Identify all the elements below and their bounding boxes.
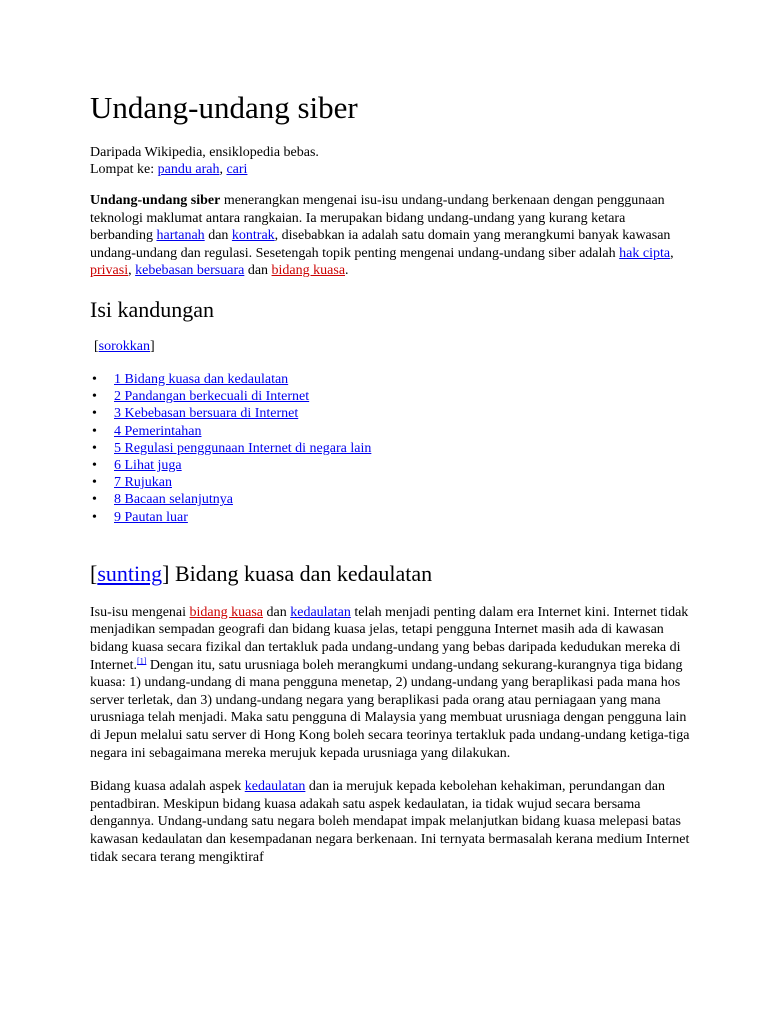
toc-item [92, 491, 690, 508]
bullet-icon: • [92, 492, 97, 508]
bullet-icon: • [92, 406, 97, 422]
bullet-icon: • [92, 475, 97, 491]
intro-text: , [128, 263, 136, 279]
jump-separator: , [219, 162, 227, 177]
section-title: Bidang kuasa dan kedaulatan [169, 560, 433, 586]
toc-link-9[interactable]: 9 Pautan luar [114, 509, 188, 525]
bullet-icon: • [92, 457, 97, 473]
link-kedaulatan[interactable]: kedaulatan [290, 604, 351, 620]
paragraph-text: telah menjadi penting dalam era Internet kini. Internet tidak menjadikan sempadan geografi dan bidang kuasa jelas, tetapi pengguna Internet masih ada di kawasan bidang kuasa secara fizikal dan tertakluk pada undang-undang yang bebas daripada kedudukan mereka di Internet. [90, 604, 689, 673]
intro-text: dan [244, 263, 272, 279]
paragraph-text: Isu-isu mengenai [90, 604, 190, 620]
link-bidang-kuasa[interactable]: bidang kuasa [271, 263, 346, 279]
intro-text: , disebabkan ia adalah satu domain yang merangkumi banyak kawasan undang-undang dan regulasi. Sesetengah topik penting mengenai undang-undang siber adalah [90, 228, 671, 261]
link-kebebasan-bersuara[interactable]: kebebasan bersuara [135, 263, 245, 279]
link-hak-cipta[interactable]: hak cipta [619, 245, 671, 261]
toc-link-1[interactable]: 1 Bidang kuasa dan kedaulatan [114, 371, 289, 387]
toc-list [90, 371, 690, 526]
toc-item [92, 405, 690, 422]
bullet-icon: • [92, 423, 97, 439]
toc-item [92, 509, 690, 526]
toc-item [92, 440, 690, 457]
link-kontrak[interactable]: kontrak [231, 228, 275, 244]
toc-item [92, 423, 690, 440]
section-paragraph-2 [90, 778, 690, 866]
toc-item [92, 457, 690, 474]
page-title: Undang-undang siber [90, 90, 358, 125]
intro-text: dan [204, 228, 232, 244]
source-note: Daripada Wikipedia, ensiklopedia bebas. [90, 145, 319, 160]
toc-hide-link[interactable]: sorokkan [98, 338, 150, 354]
jump-link-navigation[interactable]: pandu arah [157, 162, 220, 177]
toc-item [92, 371, 690, 388]
paragraph-text: Bidang kuasa adalah aspek [90, 779, 245, 795]
link-privasi[interactable]: privasi [90, 263, 129, 279]
toc-title: Isi kandungan [90, 296, 215, 322]
intro-text: , [670, 245, 674, 261]
jump-label: Lompat ke: [90, 162, 158, 177]
intro-paragraph [90, 192, 690, 280]
toc-link-7[interactable]: 7 Rujukan [114, 475, 172, 491]
link-bidang-kuasa[interactable]: bidang kuasa [189, 604, 264, 620]
toc-link-4[interactable]: 4 Pemerintahan [114, 423, 202, 439]
toc-link-3[interactable]: 3 Kebebasan bersuara di Internet [114, 406, 299, 422]
paragraph-text: Dengan itu, satu urusniaga boleh merangkumi undang-undang sekurang-kurangnya tiga bidang kuasa: 1) undang-undang di mana pengguna menetap, 2) undang-undang yang beraplikasi pada mana hos server terletak, dan 3) undang-undang negara yang beraplikasi pada orang atau perniagaan yang mana urusniaga telah menjadi. Maka satu pengguna di Malaysia yang membuat urusniaga dengan pengguna lain di Jepun melalui satu server di Hong Kong boleh secara teorinya tertakluk pada undang-undang ketiga-tiga negara ini sebagaimana mereka merujuk kepada urusniaga yang dilakukan. [90, 657, 690, 761]
toc-toggle [94, 338, 690, 355]
edit-section-link[interactable]: sunting [97, 560, 163, 586]
bullet-icon: • [92, 509, 97, 525]
intro-text: menerangkan mengenai isu-isu undang-undang berkenaan dengan penggunaan teknologi maklumat antara rangkaian. Ia merupakan bidang undang-undang yang kurang ketara berbanding [90, 193, 665, 244]
intro-text: . [345, 263, 349, 279]
intro-bold-term: Undang-undang siber [90, 193, 221, 208]
section-heading [90, 560, 690, 588]
link-hartanah[interactable]: hartanah [156, 228, 205, 244]
bullet-icon: • [92, 389, 97, 405]
bullet-icon: • [92, 440, 97, 456]
toc-link-2[interactable]: 2 Pandangan berkecuali di Internet [114, 389, 310, 405]
jump-link-search[interactable]: cari [226, 162, 248, 177]
toc-link-6[interactable]: 6 Lihat juga [114, 457, 182, 473]
bullet-icon: • [92, 371, 97, 387]
toc-link-5[interactable]: 5 Regulasi penggunaan Internet di negara lain [114, 440, 372, 456]
toc-item [92, 388, 690, 405]
paragraph-text: dan [263, 604, 291, 620]
edit-bracket: [ [90, 560, 98, 586]
toc-item [92, 474, 690, 491]
reference-link[interactable]: [1] [137, 655, 147, 665]
edit-bracket: ] [162, 560, 170, 586]
toc-toggle-bracket: [ [94, 338, 99, 354]
article [90, 88, 690, 882]
jump-to [90, 161, 690, 178]
toc-toggle-bracket: ] [150, 338, 155, 354]
paragraph-text: dan ia merujuk kepada kebolehan kehakiman, perundangan dan pentadbiran. Meskipun bidang kuasa adakah satu aspek kedaulatan, ia tidak wujud secara bersama dengannya. Undang-undang satu negara boleh mendapat impak melanjutkan bidang kuasa melepasi batas kawasan kedaulatan dan kesempadanan negara berkenaan. Ini ternyata bermasalah kerana medium Internet tidak secara terang mengiktiraf [90, 779, 690, 865]
toc-link-8[interactable]: 8 Bacaan selanjutnya [114, 492, 233, 508]
section-paragraph-1 [90, 604, 690, 762]
link-kedaulatan[interactable]: kedaulatan [244, 779, 306, 795]
